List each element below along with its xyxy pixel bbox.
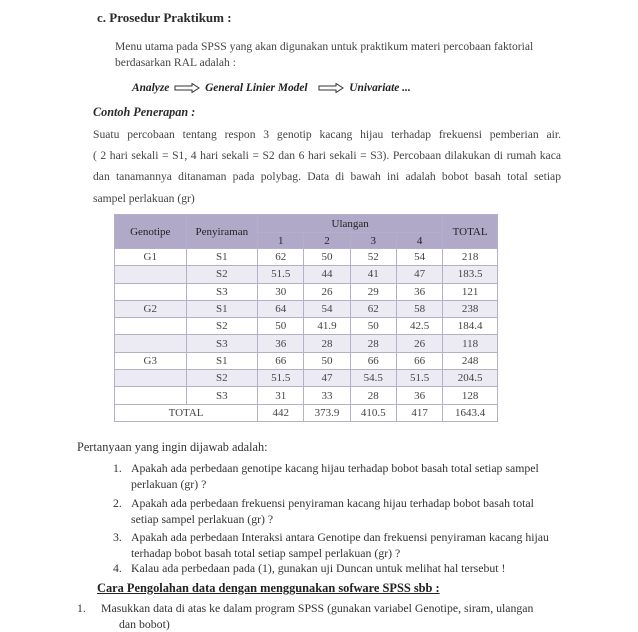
question-number: 3. xyxy=(113,530,122,544)
table-total-row xyxy=(115,404,498,421)
table-cell xyxy=(115,370,187,387)
table-cell: 33 xyxy=(304,387,350,404)
table-cell: 248 xyxy=(443,352,498,369)
table-cell: 118 xyxy=(443,335,498,352)
table-row xyxy=(115,370,498,387)
table-cell: 54.5 xyxy=(350,370,396,387)
data-table xyxy=(114,214,498,422)
table-cell: 26 xyxy=(396,335,442,352)
procedure-heading: Cara Pengolahan data dengan menggunakan sofware SPSS sbb : xyxy=(97,581,440,595)
table-cell: 66 xyxy=(396,352,442,369)
question-item xyxy=(113,561,505,576)
table-cell: G3 xyxy=(115,352,187,369)
table-row xyxy=(115,352,498,369)
question-item xyxy=(113,461,539,476)
menu-path xyxy=(132,82,411,94)
table-row xyxy=(115,318,498,335)
table-cell: S2 xyxy=(186,266,258,283)
table-row xyxy=(115,266,498,283)
table-cell: 184.4 xyxy=(443,318,498,335)
table-cell: S2 xyxy=(186,318,258,335)
step-text-cont: dan bobot) xyxy=(119,617,170,631)
question-text: Apakah ada perbedaan genotipe kacang hijau terhadap bobot basah total setiap sampel xyxy=(131,461,539,475)
example-line-4: sampel perlakuan (gr) xyxy=(93,192,195,205)
table-cell: 44 xyxy=(304,266,350,283)
question-item xyxy=(113,496,534,511)
table-cell: 183.5 xyxy=(443,266,498,283)
table-cell: 58 xyxy=(396,300,442,317)
table-cell: S3 xyxy=(186,283,258,300)
question-text: Apakah ada perbedaan Interaksi antara Genotipe dan frekuensi penyiraman kacang hijau xyxy=(131,530,549,544)
table-row xyxy=(115,300,498,317)
example-line-1: Suatu percobaan tentang respon 3 genotip kacang hijau terhadap frekuensi pemberian air. xyxy=(93,128,561,141)
table-cell: 28 xyxy=(350,335,396,352)
table-cell: G2 xyxy=(115,300,187,317)
intro-line-1: Menu utama pada SPSS yang akan digunakan untuk praktikum materi percobaan faktorial xyxy=(115,40,534,53)
table-cell: 54 xyxy=(304,300,350,317)
table-cell: S1 xyxy=(186,249,258,266)
header-replicates: Ulangan xyxy=(258,215,443,233)
table-cell: 28 xyxy=(304,335,350,352)
intro-line-2: berdasarkan RAL adalah : xyxy=(115,56,236,69)
table-cell xyxy=(115,387,187,404)
total-rep-3: 410.5 xyxy=(350,404,396,421)
total-rep-2: 373.9 xyxy=(304,404,350,421)
questions-intro: Pertanyaan yang ingin dijawab adalah: xyxy=(77,440,268,454)
step-item xyxy=(77,601,533,616)
table-cell: 64 xyxy=(258,300,304,317)
table-cell: 238 xyxy=(443,300,498,317)
table-cell: 36 xyxy=(396,387,442,404)
section-heading: c. Prosedur Praktikum : xyxy=(97,10,232,25)
question-text: Kalau ada perbedaan pada (1), gunakan uji Duncan untuk melihat hal tersebut ! xyxy=(131,561,506,575)
table-cell: 50 xyxy=(304,249,350,266)
question-number: 2. xyxy=(113,496,122,510)
question-item xyxy=(113,530,549,545)
table-cell: 51.5 xyxy=(396,370,442,387)
menu-path-step-3: Univariate ... xyxy=(349,82,411,94)
table-cell: 42.5 xyxy=(396,318,442,335)
step-text: Masukkan data di atas ke dalam program SPSS (gunakan variabel Genotipe, siram, ulangan xyxy=(101,601,534,615)
right-arrow-icon xyxy=(174,83,200,93)
question-text-cont: setiap sampel perlakuan (gr) ? xyxy=(131,512,274,526)
table-cell: 26 xyxy=(304,283,350,300)
table-cell: S3 xyxy=(186,387,258,404)
question-text: Apakah ada perbedaan frekuensi penyiraman kacang hijau terhadap bobot basah total xyxy=(131,496,534,510)
table-cell: 36 xyxy=(396,283,442,300)
question-number: 1. xyxy=(113,461,122,475)
table-cell: 41 xyxy=(350,266,396,283)
table-cell: G1 xyxy=(115,249,187,266)
table-row xyxy=(115,283,498,300)
total-rep-1: 442 xyxy=(258,404,304,421)
table-cell: 204.5 xyxy=(443,370,498,387)
table-cell: 50 xyxy=(304,352,350,369)
table-cell: 47 xyxy=(304,370,350,387)
step-number: 1. xyxy=(77,601,86,615)
table-cell: 62 xyxy=(258,249,304,266)
table-cell: 66 xyxy=(258,352,304,369)
table-cell: 30 xyxy=(258,283,304,300)
table-cell: 54 xyxy=(396,249,442,266)
table-row xyxy=(115,249,498,266)
grand-total: 1643.4 xyxy=(443,404,498,421)
question-text-cont: terhadap bobot basah total setiap sampel perlakuan (gr) ? xyxy=(131,546,401,560)
header-rep-2: 2 xyxy=(304,233,350,249)
table-cell: 66 xyxy=(350,352,396,369)
table-cell: S2 xyxy=(186,370,258,387)
table-cell xyxy=(115,318,187,335)
example-heading: Contoh Penerapan : xyxy=(93,105,196,119)
table-cell: S1 xyxy=(186,300,258,317)
example-line-3: dan tanamannya ditanaman pada polybag. Data di bawah ini adalah bobot basah total setiap xyxy=(93,170,561,183)
table-cell: 52 xyxy=(350,249,396,266)
table-cell: 51.5 xyxy=(258,266,304,283)
header-rep-3: 3 xyxy=(350,233,396,249)
example-line-2: ( 2 hari sekali = S1, 4 hari sekali = S2 dan 6 hari sekali = S3). Percobaan dilakukan di rumah kaca xyxy=(93,149,561,162)
table-cell xyxy=(115,335,187,352)
table-cell: 128 xyxy=(443,387,498,404)
table-cell: 36 xyxy=(258,335,304,352)
table-cell: 50 xyxy=(350,318,396,335)
table-row xyxy=(115,335,498,352)
table-cell: 41.9 xyxy=(304,318,350,335)
header-rep-4: 4 xyxy=(396,233,442,249)
question-number: 4. xyxy=(113,561,122,575)
table-cell: 50 xyxy=(258,318,304,335)
menu-path-step-2: General Linier Model xyxy=(205,82,308,94)
header-watering: Penyiraman xyxy=(186,215,258,249)
table-cell xyxy=(115,283,187,300)
table-cell: S1 xyxy=(186,352,258,369)
table-cell: S3 xyxy=(186,335,258,352)
table-cell: 218 xyxy=(443,249,498,266)
header-rep-1: 1 xyxy=(258,233,304,249)
table-cell: 51.5 xyxy=(258,370,304,387)
table-cell xyxy=(115,266,187,283)
table-cell: 62 xyxy=(350,300,396,317)
table-cell: 47 xyxy=(396,266,442,283)
table-cell: 28 xyxy=(350,387,396,404)
question-text-cont: perlakuan (gr) ? xyxy=(131,477,207,491)
total-rep-4: 417 xyxy=(396,404,442,421)
right-arrow-icon xyxy=(318,83,344,93)
table-cell: 29 xyxy=(350,283,396,300)
table-cell: 121 xyxy=(443,283,498,300)
table-row xyxy=(115,387,498,404)
menu-path-step-1: Analyze xyxy=(132,82,170,94)
table-cell: 31 xyxy=(258,387,304,404)
header-genotype: Genotipe xyxy=(115,215,187,249)
total-label: TOTAL xyxy=(115,404,258,421)
header-total: TOTAL xyxy=(443,215,498,249)
